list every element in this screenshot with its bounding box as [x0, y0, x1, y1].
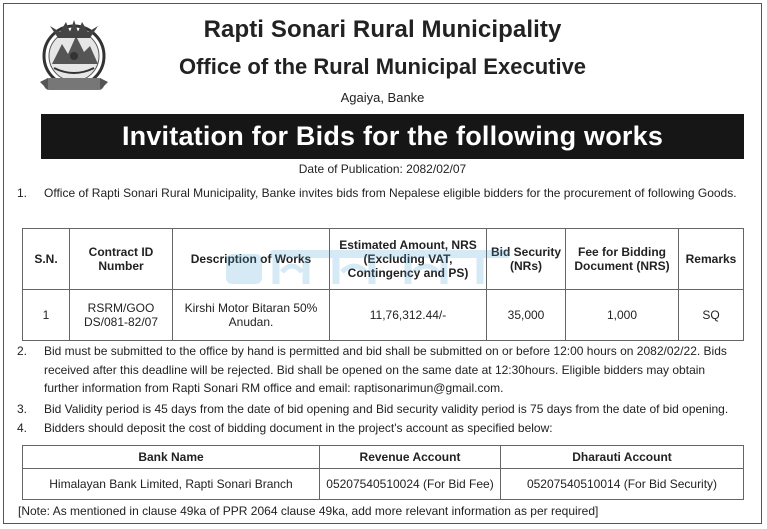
invitation-banner — [41, 114, 744, 159]
table-header-row — [23, 446, 744, 469]
bank-account-table — [22, 445, 744, 500]
footnote: [Note: As mentioned in clause 49ka of PPR 2064 clause 49ka, add more relevant information as per required] — [18, 504, 599, 518]
header-dharauti-account: Dharauti Account — [501, 446, 744, 469]
clause-3 — [17, 400, 739, 419]
header-bid-fee: Fee for Bidding Document (NRS) — [566, 229, 679, 290]
cell-sn: 1 — [23, 290, 70, 341]
publication-date: Date of Publication: 2082/02/07 — [298, 162, 467, 176]
table-header-row — [23, 229, 744, 290]
cell-remarks: SQ — [679, 290, 744, 341]
header-remarks: Remarks — [679, 229, 744, 290]
header-description: Description of Works — [173, 229, 330, 290]
clause-text: Office of Rapti Sonari Rural Municipality, Banke invites bids from Nepalese eligible bidders for the procurement of following Goods. — [44, 186, 737, 200]
header-bank-name: Bank Name — [23, 446, 320, 469]
office-title: Office of the Rural Municipal Executive — [178, 54, 587, 79]
clause-number: 2. — [17, 344, 28, 358]
cell-estimated-amount: 11,76,312.44/- — [330, 290, 487, 341]
clause-2 — [17, 342, 739, 398]
cell-description: Kirshi Motor Bitaran 50% Anudan. — [173, 290, 330, 341]
table-row — [23, 469, 744, 500]
cell-contract-id: RSRM/GOO DS/081-82/07 — [70, 290, 173, 341]
header-sn: S.N. — [23, 229, 70, 290]
clause-text: Bid Validity period is 45 days from the date of bid opening and Bid security validity period is 75 days from the date of bid opening. — [44, 402, 729, 416]
clause-number: 1. — [17, 186, 28, 200]
cell-bid-security: 35,000 — [487, 290, 566, 341]
header-contract-id: Contract ID Number — [70, 229, 173, 290]
cell-bid-fee: 1,000 — [566, 290, 679, 341]
cell-dharauti-account: 05207540510014 (For Bid Security) — [501, 469, 744, 500]
works-table — [22, 228, 744, 341]
table-row — [23, 290, 744, 341]
clause-number: 3. — [17, 402, 28, 416]
clause-text: Bid must be submitted to the office by hand is permitted and bid shall be submitted on or before 12:00 hours on 2082/02/22. Bids received after this deadline will be rejected. Bid shall be opened on the same date at 12:30hours. Eligible bidders may obtain further information from Rapti Sonari RM office and email: raptisonarimun@gmail.com. — [44, 344, 727, 395]
clause-1 — [17, 184, 739, 203]
cell-revenue-account: 05207540510024 (For Bid Fee) — [320, 469, 501, 500]
header-estimated-amount: Estimated Amount, NRS (Excluding VAT, Contingency and PS) — [330, 229, 487, 290]
office-location: Agaiya, Banke — [340, 90, 425, 105]
municipality-title: Rapti Sonari Rural Municipality — [203, 16, 562, 43]
banner-text: Invitation for Bids for the following works — [121, 121, 664, 151]
notice-page — [3, 3, 762, 524]
clause-text: Bidders should deposit the cost of bidding document in the project's account as specified below: — [44, 421, 553, 435]
clause-number: 4. — [17, 421, 28, 435]
header-bid-security: Bid Security (NRs) — [487, 229, 566, 290]
cell-bank-name: Himalayan Bank Limited, Rapti Sonari Branch — [23, 469, 320, 500]
clause-4 — [17, 419, 739, 438]
header-revenue-account: Revenue Account — [320, 446, 501, 469]
